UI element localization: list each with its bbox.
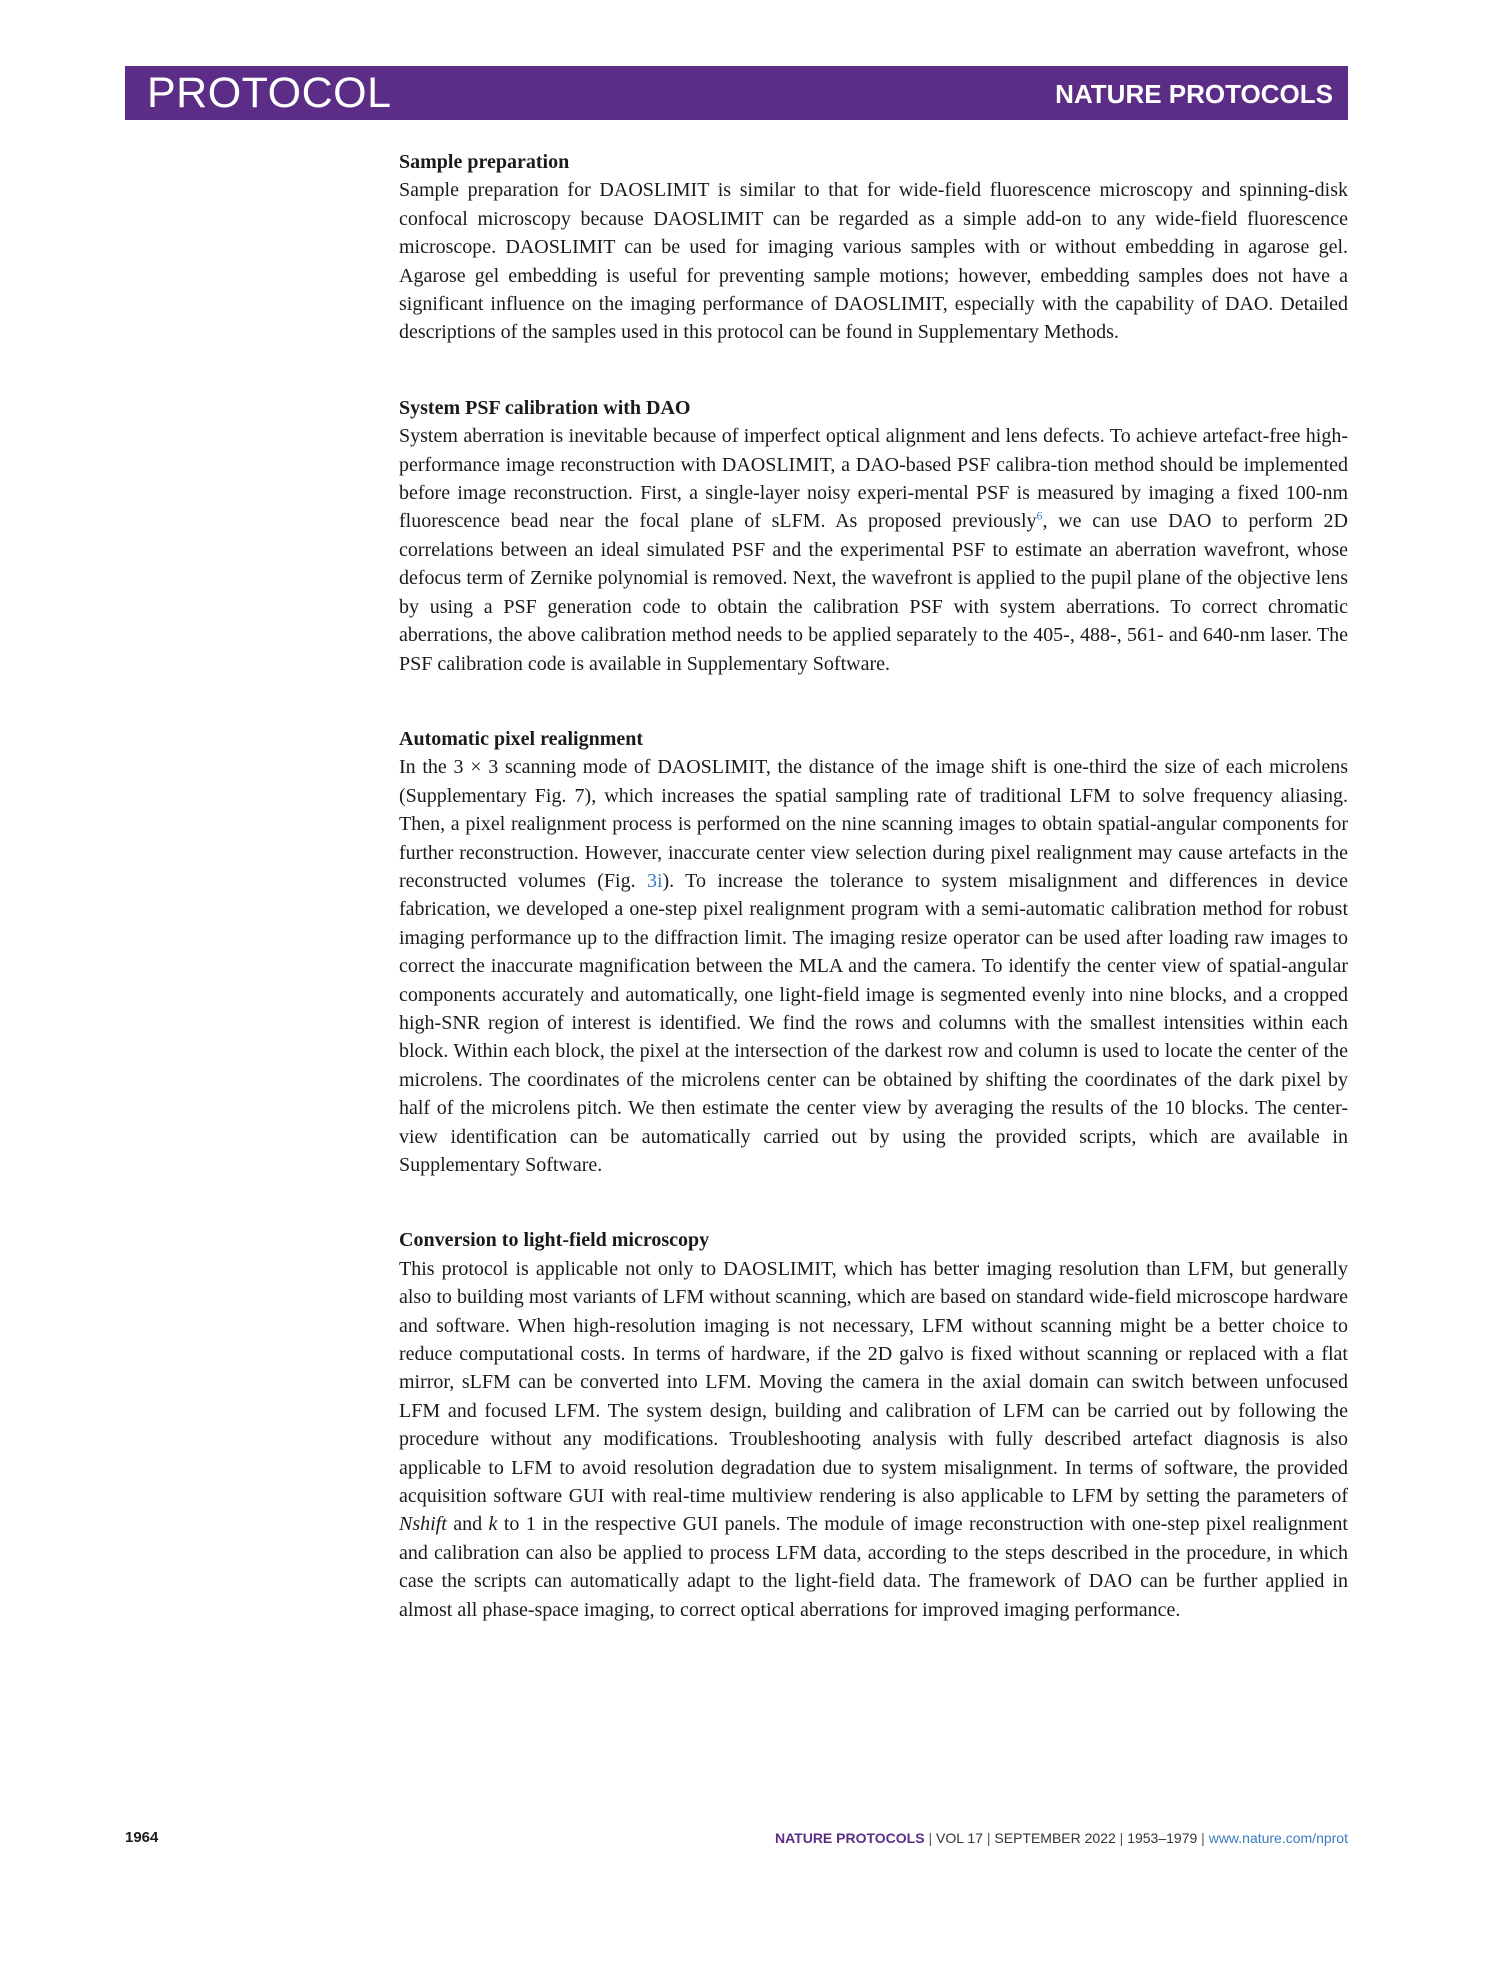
footer-journal-name: NATURE PROTOCOLS [774,1830,925,1846]
paragraph-text: to 1 in the respective GUI panels. The module of image reconstruction with one-step pixel realignment and calibration can also be applied to process LFM data, according to the steps described in the procedure, in which case the scripts can automatically adapt to the light-field data. The framework of DAO can be further applied in almost all phase-space imaging, to correct optical aberrations for improved imaging performance. [399,1513,1348,1621]
journal-name-label: NATURE PROTOCOLS [1055,79,1333,109]
paragraph-text: This protocol is applicable not only to DAOSLIMIT, which has better imaging resolution than LFM, but generally also to building most variants of LFM without scanning, which are based on standard wide-field microscope hardware and software. When high-resolution imaging is not necessary, LFM without scanning might be a better choice to reduce computational costs. In terms of hardware, if the 2D galvo is fixed without scanning or replaced with a flat mirror, sLFM can be converted into LFM. Moving the camera in the axial domain can switch between unfocused LFM and focused LFM. The system design, building and calibration of LFM can be carried out by following the procedure without any modifications. Troubleshooting analysis with fully described artefact diagnosis is also applicable to LFM to avoid resolution degradation due to system misalignment. In terms of software, the provided acquisition software GUI with real-time multiview rendering is also applicable to LFM by setting the parameters of [399,1257,1348,1508]
parameter-name: Nshift [399,1513,447,1536]
section-lfm-conversion [399,1226,1348,1624]
section-paragraph: Sample preparation for DAOSLIMIT is similar to that for wide-field fluorescence microscopy and spinning-disk confocal microscopy because DAOSLIMIT can be regarded as a simple add-on to any wide-field fluorescence microscope. DAOSLIMIT can be used for imaging various samples with or without embedding in agarose gel. Agarose gel embedding is useful for preventing sample motions; however, embedding samples does not have a significant influence on the imaging performance of DAOSLIMIT, especially with the capability of DAO. Detailed descriptions of the samples used in this protocol can be found in Supplementary Methods. [399,179,1348,344]
section-heading: System PSF calibration with DAO [399,396,691,419]
footer-date: SEPTEMBER 2022 [994,1830,1116,1846]
section-sample-preparation [399,148,1348,347]
article-body [399,148,1348,1624]
section-heading: Sample preparation [399,151,570,173]
paragraph-text: In the 3 × 3 scanning mode of DAOSLIMIT, the distance of the image shift is one-third the size of each microlens (Supplementary Fig. 7), which increases the spatial sampling rate of traditional LFM to solve frequency aliasing. Then, a pixel realignment process is performed on the nine scanning images to obtain spatial-angular components for further reconstruction. However, inaccurate center view selection during pixel realignment may cause artefacts in the reconstructed volumes (Fig. [399,756,1348,892]
paragraph-text: and [446,1513,489,1536]
paragraph-text: ). To increase the tolerance to system misalignment and differences in device fabrication, we developed a one-step pixel realignment program with a semi-automatic calibration method for robust imaging performance up to the diffraction limit. The imaging resize operator can be used after loading raw images to correct the inaccurate magnification between the MLA and the camera. To identify the center view of spatial-angular components accurately and automatically, one light-field image is segmented evenly into nine blocks, and a cropped high-SNR region of interest is identified. We find the rows and columns with the smallest intensities within each block. Within each block, the pixel at the intersection of the darkest row and column is used to locate the center of the microlens. The coordinates of the microlens center can be obtained by shifting the coordinates of the dark pixel by half of the microlens pitch. We then estimate the center view by averaging the results of the 10 blocks. The center-view identification can be automatically carried out by using the provided scripts, which are available in Supplementary Software. [399,869,1348,1176]
reference-link[interactable]: 6 [1036,508,1043,523]
section-paragraph [399,422,1348,678]
section-pixel-realignment [399,725,1348,1180]
section-heading: Automatic pixel realignment [399,727,644,750]
article-type-label: PROTOCOL [147,69,392,117]
section-psf-calibration [399,394,1348,678]
journal-citation: NATURE PROTOCOLS | VOL 17 | SEPTEMBER 2022 | 1953–1979 | www.nature.com/nprot [774,1830,1348,1846]
section-heading: Conversion to light-field microscopy [399,1229,710,1252]
paragraph-text: , we can use DAO to perform 2D correlations between an ideal simulated PSF and the experimental PSF to estimate an aberration wavefront, whose defocus term of Zernike polynomial is removed. Next, the wavefront is applied to the pupil plane of the objective lens by using a PSF generation code to obtain the calibration PSF with system aberrations. To correct chromatic aberrations, the above calibration method needs to be applied separately to the 405-, 488-, 561- and 640-nm laser. The PSF calibration code is available in Supplementary Software. [399,510,1348,675]
header-bar [125,66,1348,120]
paragraph-text: System aberration is inevitable because of imperfect optical alignment and lens defects. To achieve artefact-free high-performance image reconstruction with DAOSLIMIT, a DAO-based PSF calibra-tion method should be implemented before image reconstruction. First, a single-layer noisy experi-mental PSF is measured by imaging a fixed 100-nm fluorescence bead near the focal plane of sLFM. As proposed previously [399,425,1348,533]
parameter-name: k [488,1513,498,1536]
section-paragraph [399,1255,1348,1624]
figure-link[interactable]: 3i [646,869,663,892]
page-number: 1964 [125,1829,159,1846]
footer-volume: VOL 17 [936,1830,983,1846]
footer-pages: 1953–1979 [1127,1830,1198,1846]
page-footer [125,1826,1348,1850]
footer-journal-url[interactable]: www.nature.com/nprot [1208,1830,1348,1846]
section-paragraph [399,753,1348,1179]
